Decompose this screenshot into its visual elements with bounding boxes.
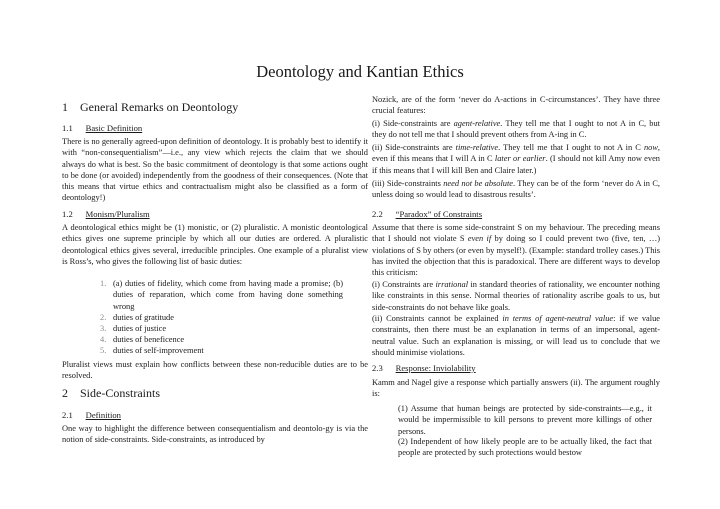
text: . They tell me that I ought to not A in C (498, 143, 644, 152)
list-text: duties of beneficence (113, 335, 185, 344)
emphasis: time-relative (455, 143, 499, 152)
criticism-irrational (372, 279, 660, 313)
subsection-title: Monism/Pluralism (85, 209, 150, 219)
text: (ii) Constraints cannot be explained (372, 314, 503, 323)
text: (ii) Side-constraints are (372, 143, 456, 152)
emphasis: in terms of agent-neutral value (502, 314, 614, 323)
subsection-1-2-heading (62, 209, 150, 220)
subsection-title: Basic Definition (85, 123, 143, 133)
subsection-number: 2.3 (372, 363, 383, 373)
emphasis: later or earlier (494, 154, 546, 164)
emphasis: even if (467, 234, 492, 244)
list-number: 1. (100, 279, 107, 288)
subsection-2-2-heading (372, 209, 482, 220)
list-text: duties of self-improvement (113, 346, 204, 355)
paragraph-nozick: Nozick, are of the form ‘never do A-actions in C-circumstances’. They have three crucial features: (372, 95, 660, 116)
list-text: duties of justice (113, 324, 167, 333)
paragraph-monism-pluralism: A deontological ethics might be (1) monistic, or (2) pluralistic. A monistic deontological ethics gives one supreme principle by which all our duties are ordered. A pluralistic deontological ethics gives several, irreducible principles. One example of a pluralist view is Ross’s, who gives the following list of basic duties: (62, 223, 368, 266)
list-item (100, 312, 343, 323)
list-number: 2. (100, 313, 107, 322)
text: : if we value constraints, then there must be an explanation in terms of an impersonal, agent-neutral value. Such an explanation is missing, or will lead us to conclude that we should minimise violations. (372, 314, 660, 357)
subsection-number: 2.1 (62, 410, 73, 420)
list-text: (a) duties of fidelity, which come from having made a promise; (b) duties of reparation, which come from having done something wrong (113, 279, 343, 311)
text: by doing so I could prevent two (five, ten, …) violations of S by others (or even by myself!). (Example: standard trolley cases.) This has invited the objection that this is paradoxical. There are different ways to develop this criticism: (372, 234, 660, 278)
text: (iii) Side-constraints (372, 179, 444, 188)
subsection-title: Definition (85, 410, 121, 420)
section-title: Side-Constraints (80, 386, 160, 400)
text: (i) Side-constraints are (372, 119, 454, 128)
text: . They can be of the form ‘never do A in C, unless doing so would lead to disastrous results’. (372, 179, 661, 200)
subsection-number: 1.2 (62, 209, 73, 219)
document-title: Deontology and Kantian Ethics (256, 62, 464, 81)
argument-step-1: (1) Assume that human beings are protected by side-constraints—e.g., it would be impermissible to kill persons to prevent more killings of other persons. (398, 404, 652, 436)
section-number: 1 (62, 100, 68, 114)
subsection-2-3-heading (372, 363, 476, 374)
section-1-heading (62, 100, 238, 114)
emphasis: agent-relative (453, 119, 501, 128)
feature-agent-relative (372, 118, 660, 141)
text: in standard theories of rationality, we encounter nothing like constraints in this sense. Normal theories of rationality ascribe goals to us, but side-constraints do not behave like goals. (372, 280, 660, 312)
list-item (100, 278, 343, 312)
paragraph-inviolability: Kamm and Nagel give a response which partially answers (ii). The argument roughly is: (372, 378, 660, 399)
emphasis: irrational (435, 280, 469, 289)
text: , even if this means that I will A in C (372, 143, 660, 164)
subsection-number: 1.1 (62, 123, 73, 133)
criticism-agent-neutral (372, 313, 660, 358)
feature-not-absolute (372, 178, 660, 201)
paragraph-basic-definition: There is no generally agreed-upon definition of deontology. It is probably best to identify it with “non-consequentialism”—i.e., any view which rejects the claim that we should always do what is best. So the basic commitment of deontology is that some actions ought to be done (or avoided) independently from the goodness of their consequences. (Note that this means that virtue ethics and contractualism might also be classified as a form of deontology!) (62, 137, 368, 203)
list-text: duties of gratitude (113, 313, 174, 322)
emphasis: now (643, 143, 658, 152)
paragraph-paradox (372, 222, 660, 278)
section-2-heading (62, 386, 160, 400)
list-item (100, 323, 343, 334)
subsection-1-1-heading (62, 123, 142, 134)
argument-step-2: (2) Independent of how likely people are to be actually liked, the fact that people are protected by such protections would bestow (398, 437, 652, 458)
list-item (100, 345, 343, 356)
text: . They tell me that I ought to not A in C, but they do not tell me that I should prevent others from A-ing in C. (372, 119, 660, 140)
list-number: 5. (100, 346, 107, 355)
text: (i) Constraints are (372, 280, 436, 289)
emphasis: need not be absolute (443, 179, 514, 188)
list-number: 4. (100, 335, 107, 344)
feature-time-relative (372, 142, 660, 176)
list-item (100, 334, 343, 345)
text: Assume that there is some side-constraint S on my behaviour. The preceding means that I should not violate S (372, 223, 660, 244)
section-title: General Remarks on Deontology (80, 100, 239, 114)
subsection-number: 2.2 (372, 209, 383, 219)
paragraph-side-constraints-definition: One way to highlight the difference between consequentialism and deontolo-gy is via the notion of side-constraints. Side-constraints, as introduced by (62, 424, 368, 445)
text: . (I should not kill Amy now even if this means that I will kill Ben and Claire later.) (372, 154, 660, 175)
section-number: 2 (62, 386, 68, 400)
paragraph-pluralist-conflicts: Pluralist views must explain how conflicts between these non-reducible duties are to be resolved. (62, 360, 368, 381)
subsection-title: Response: Inviolability (395, 363, 476, 373)
list-number: 3. (100, 324, 107, 333)
subsection-2-1-heading (62, 410, 121, 421)
subsection-title: “Paradox” of Constraints (395, 209, 483, 219)
